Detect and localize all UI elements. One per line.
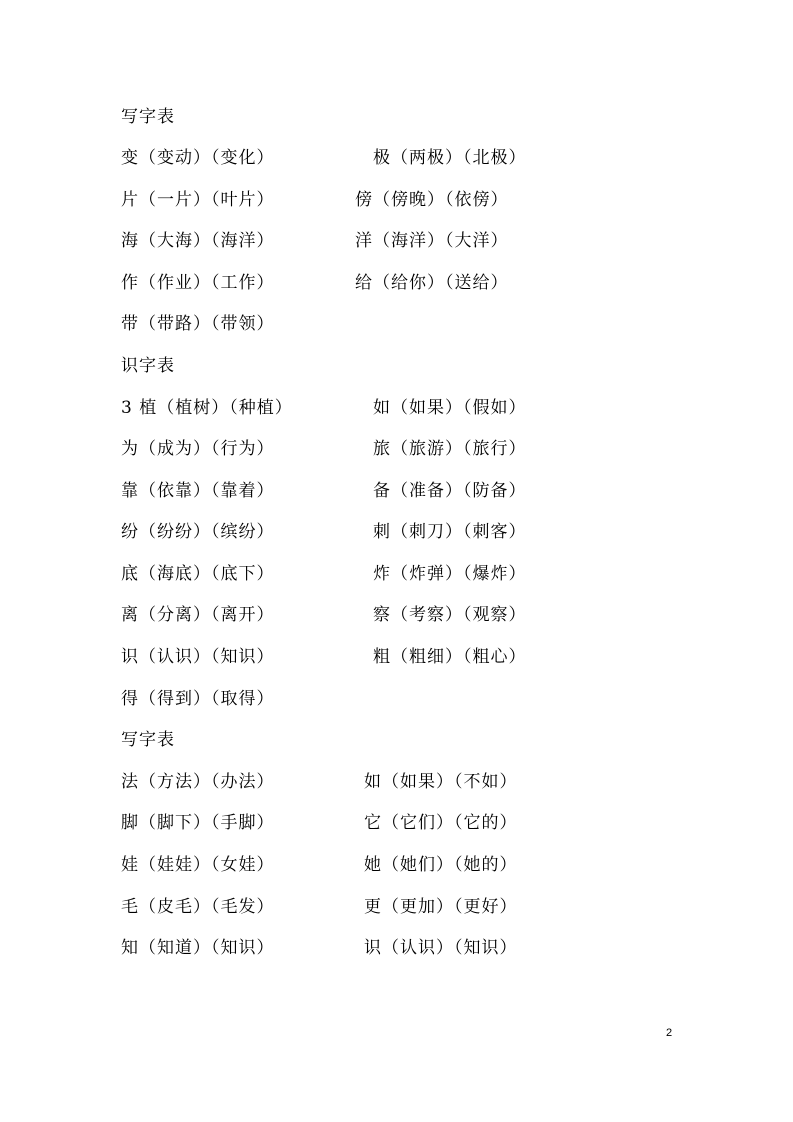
vocab-row-left: 毛（皮毛）（毛发） <box>121 897 275 917</box>
vocab-row-left: 片（一片）（叶片） <box>121 190 275 210</box>
vocab-row-right: 傍（傍晚）（依傍） <box>355 190 509 210</box>
vocab-row-right: 如（如果）（不如） <box>364 772 518 792</box>
vocab-row-right: 炸（炸弹）（爆炸） <box>373 564 527 584</box>
vocab-row-left: 纷（纷纷）（缤纷） <box>121 522 275 542</box>
vocab-row-right: 粗（粗细）（粗心） <box>373 647 527 667</box>
vocab-row-left: 作（作业）（工作） <box>121 273 275 293</box>
vocab-row-left: 3 植（植树）（种植） <box>121 398 293 418</box>
vocab-row-left: 靠（依靠）（靠着） <box>121 481 275 501</box>
vocab-row-right: 更（更加）（更好） <box>364 897 518 917</box>
vocab-row-left: 离（分离）（离开） <box>121 605 275 625</box>
vocab-row-right: 她（她们）（她的） <box>364 855 518 875</box>
section-heading: 写字表 <box>121 730 175 750</box>
vocab-row-left: 脚（脚下）（手脚） <box>121 813 275 833</box>
vocab-row-right: 洋（海洋）（大洋） <box>355 231 509 251</box>
vocab-row-left: 底（海底）（底下） <box>121 564 275 584</box>
vocab-row-left: 为（成为）（行为） <box>121 439 275 459</box>
vocab-row-right: 极（两极）（北极） <box>373 148 527 168</box>
vocab-row-right: 如（如果）（假如） <box>373 398 527 418</box>
vocab-row-left: 识（认识）（知识） <box>121 647 275 667</box>
vocab-row-left: 变（变动）（变化） <box>121 148 275 168</box>
vocab-row-right: 刺（刺刀）（刺客） <box>373 522 527 542</box>
vocab-row-right: 察（考察）（观察） <box>373 605 527 625</box>
vocab-row-left: 知（知道）（知识） <box>121 938 275 958</box>
vocab-row-right: 识（认识）（知识） <box>364 938 518 958</box>
vocab-row-right: 旅（旅游）（旅行） <box>373 439 527 459</box>
vocab-row-left: 得（得到）（取得） <box>121 689 275 709</box>
vocab-row-left: 海（大海）（海洋） <box>121 231 275 251</box>
vocab-row-left: 娃（娃娃）（女娃） <box>121 855 275 875</box>
section-heading: 识字表 <box>121 356 175 376</box>
vocab-row-right: 给（给你）（送给） <box>355 273 509 293</box>
vocab-row-left: 法（方法）（办法） <box>121 772 275 792</box>
vocab-row-right: 它（它们）（它的） <box>364 813 518 833</box>
vocab-row-right: 备（准备）（防备） <box>373 481 527 501</box>
page-number: 2 <box>666 1027 673 1039</box>
vocab-row-left: 带（带路）（带领） <box>121 314 275 334</box>
section-heading: 写字表 <box>121 107 175 127</box>
